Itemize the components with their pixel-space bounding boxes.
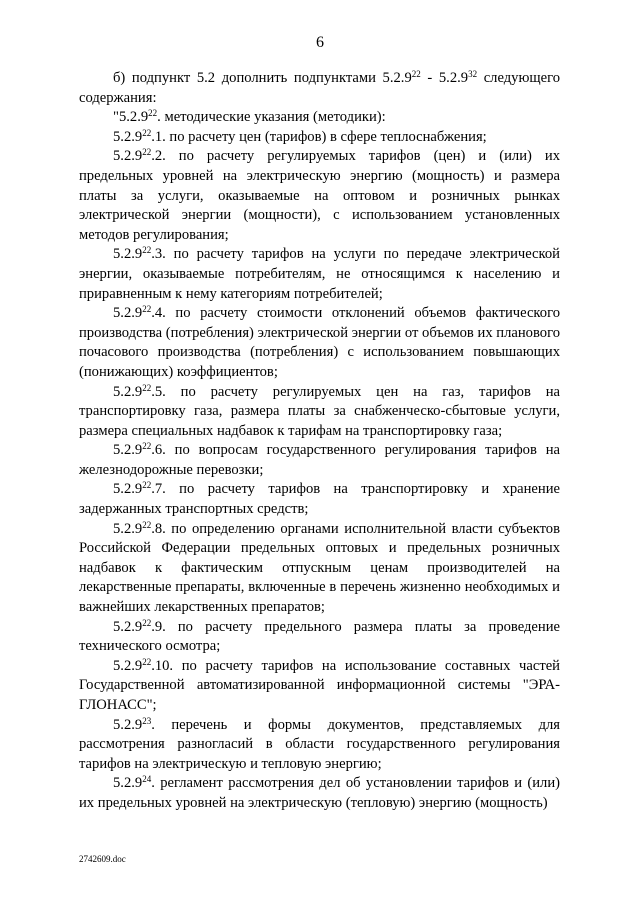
superscript: 22 — [142, 382, 152, 393]
text-run: . методические указания (методики): — [157, 109, 386, 126]
text-run: 5.2.9 — [113, 481, 143, 498]
text-run: .3. по расчету тарифов на услуги по передаче электрической энергии, оказываемые потребителям, не относящимся к населению и приравненным к нему категориям потребителей; — [79, 246, 560, 302]
superscript: 23 — [142, 715, 152, 726]
superscript: 22 — [411, 69, 421, 79]
paragraph — [79, 480, 560, 519]
document-body — [79, 69, 560, 814]
text-run: 5.2.9 — [113, 716, 143, 733]
paragraph — [79, 108, 560, 128]
text-run: 5.2.9 — [113, 775, 143, 792]
superscript: 22 — [142, 617, 152, 628]
paragraph — [79, 520, 560, 618]
superscript: 22 — [142, 441, 152, 452]
text-run: .2. по расчету регулируемых тарифов (цен) и (или) их предельных уровней на электрическую энергию (мощность) и размера платы за услуги, оказываемые на оптовом и розничных рынках электрической энергии (мощности), с использованием установленных методов регулирования; — [79, 148, 560, 243]
superscript: 32 — [468, 69, 478, 79]
paragraph — [79, 245, 560, 304]
text-run: .4. по расчету стоимости отклонений объемов фактического производства (потребления) электрической энергии от объемов их планового почасового производства (потребления) с использованием повышающих (понижающих) коэффициентов; — [79, 305, 560, 380]
paragraph — [79, 441, 560, 480]
text-run: .10. по расчету тарифов на использование составных частей Государственной автоматизированной информационной системы "ЭРА-ГЛОНАСС"; — [79, 657, 560, 713]
text-run: .6. по вопросам государственного регулирования тарифов на железнодорожные перевозки; — [79, 442, 560, 478]
text-run: .8. по определению органами исполнительной власти субъектов Российской Федерации предельных оптовых и предельных розничных надбавок к фактическим отпускным ценам производителей на лекарственные препараты, включенные в перечень жизненно необходимых и важнейших лекарственных препаратов; — [79, 520, 560, 616]
text-run: б) подпункт 5.2 дополнить подпунктами 5.2.9 — [113, 70, 412, 86]
paragraph — [79, 774, 560, 813]
superscript: 22 — [142, 519, 152, 530]
file-name-footer: 2742609.doc — [79, 854, 126, 864]
superscript: 22 — [142, 480, 152, 491]
text-run: .9. по расчету предельного размера платы за проведение технического осмотра; — [79, 618, 560, 655]
superscript: 22 — [148, 108, 158, 119]
superscript: 22 — [142, 127, 152, 138]
paragraph — [79, 618, 560, 657]
text-run: . перечень и формы документов, представляемых для рассмотрения разногласий в области государственного регулирования тарифов на электрическую и тепловую энергию; — [79, 716, 560, 772]
paragraph — [79, 69, 560, 108]
text-run: "5.2.9 — [113, 109, 149, 126]
paragraph — [79, 304, 560, 382]
text-run: 5.2.9 — [113, 520, 143, 537]
paragraph — [79, 657, 560, 716]
text-run: 5.2.9 — [113, 383, 143, 400]
superscript: 22 — [142, 147, 152, 158]
paragraph — [79, 383, 560, 442]
text-run: 5.2.9 — [113, 128, 143, 145]
text-run: 5.2.9 — [113, 148, 143, 165]
text-run: 5.2.9 — [113, 618, 143, 635]
text-run: .5. по расчету регулируемых цен на газ, тарифов на транспортировку газа, размера платы за снабженческо-сбытовые услуги, размера специальных надбавок к тарифам на транспортировку газа; — [79, 383, 560, 439]
paragraph — [79, 716, 560, 775]
text-run: 5.2.9 — [113, 657, 143, 674]
superscript: 22 — [142, 304, 152, 315]
text-run: - 5.2.9 — [420, 70, 469, 86]
paragraph — [79, 128, 560, 148]
text-run: .1. по расчету цен (тарифов) в сфере теплоснабжения; — [151, 128, 487, 145]
text-run: . регламент рассмотрения дел об установлении тарифов и (или) их предельных уровней на электрическую (тепловую) энергию (мощность) — [79, 775, 560, 811]
text-run: 5.2.9 — [113, 246, 143, 263]
text-run: .7. по расчету тарифов на транспортировку и хранение задержанных транспортных средств; — [79, 481, 560, 518]
text-run: следующего содержания: — [79, 70, 560, 106]
text-run: 5.2.9 — [113, 305, 143, 322]
superscript: 24 — [142, 774, 152, 785]
superscript: 22 — [142, 245, 152, 256]
page-number: 6 — [316, 34, 324, 51]
paragraph — [79, 147, 560, 245]
text-run: 5.2.9 — [113, 442, 143, 459]
superscript: 22 — [142, 656, 152, 667]
